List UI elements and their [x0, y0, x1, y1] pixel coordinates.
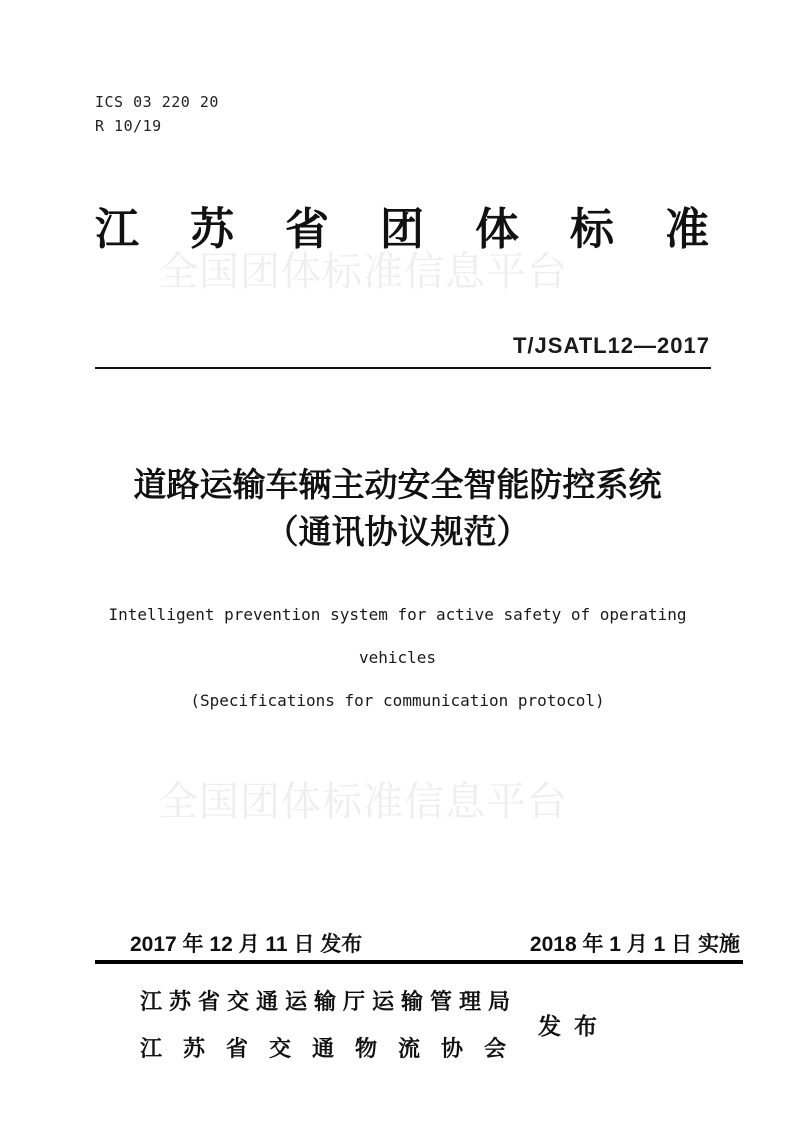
main-title-zh — [0, 461, 795, 555]
footer-divider-line — [95, 960, 743, 964]
main-title-en-line2: vehicles — [358, 648, 437, 667]
main-title-zh-line2: （通讯协议规范） — [265, 513, 530, 550]
main-title-en-line3: (Specifications for communication protocol) — [190, 691, 605, 710]
classification-code: R 10/19 — [95, 117, 162, 135]
standard-type-heading: 江苏省团体标准 — [95, 205, 760, 254]
publishers-block — [140, 988, 527, 1063]
implement-date: 2018 年 1 月 1 日 实施 — [529, 933, 740, 956]
header-divider-line — [95, 367, 711, 369]
main-title-en-line1: Intelligent prevention system for active safety of operating — [108, 605, 687, 624]
watermark-top: 全国团体标准信息平台 — [158, 250, 568, 294]
issue-date: 2017 年 12 月 11 日 发布 — [130, 933, 363, 956]
publisher-transport-bureau: 江苏省交通运输厅运输管理局 — [140, 989, 518, 1014]
main-title-zh-line1: 道路运输车辆主动安全智能防控系统 — [133, 466, 662, 503]
ics-code: ICS 03 220 20 — [95, 93, 219, 111]
ics-metadata — [95, 90, 219, 138]
standard-number: T/JSATL12—2017 — [512, 333, 710, 358]
main-title-en — [0, 593, 795, 722]
watermark-bottom: 全国团体标准信息平台 — [158, 780, 568, 824]
publisher-logistics-association: 江苏省交通物流协会 — [140, 1036, 528, 1061]
dates-row — [130, 928, 740, 958]
publish-label: 发布 — [538, 1013, 610, 1039]
